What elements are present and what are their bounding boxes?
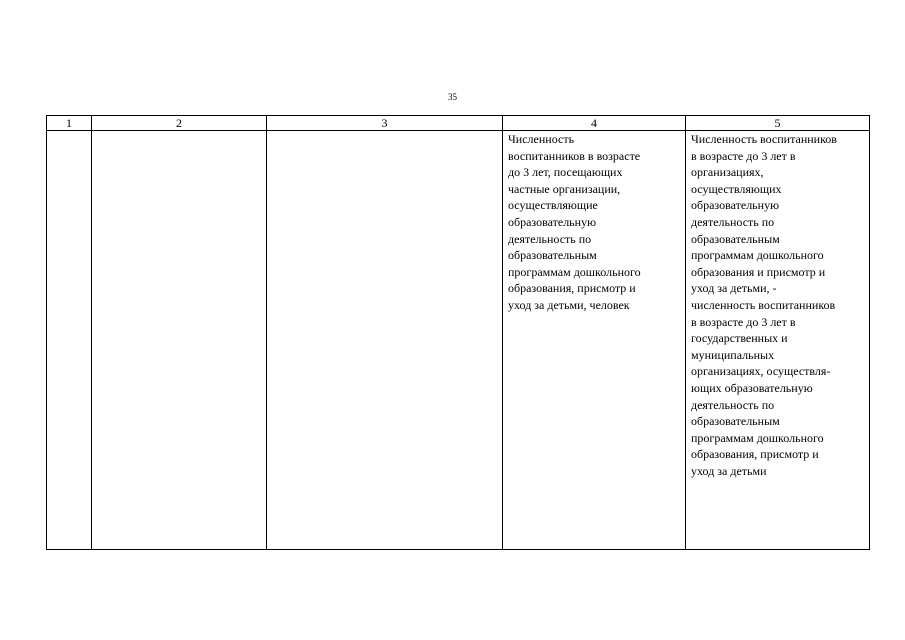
indicator-table (46, 115, 870, 550)
header-col-3: 3 (267, 116, 503, 131)
cell-col-5-line: деятельность по (691, 397, 775, 412)
cell-col-4-line: воспитанников в возрасте (508, 148, 641, 163)
cell-col-5-line: образования, присмотр и (691, 447, 819, 462)
cell-col-4-line: деятельность по (508, 231, 592, 246)
cell-col-5-line: осуществляющих (691, 181, 782, 196)
cell-col-4-line: образовательным (508, 248, 597, 263)
cell-col-4-line: Численность (508, 132, 575, 146)
cell-col-5-line: в возрасте до 3 лет в (691, 314, 796, 329)
cell-col-5-line: ющих образовательную (691, 380, 813, 395)
cell-col-4-line: до 3 лет, посещающих (508, 165, 623, 180)
cell-col-5-line: образовательным (691, 414, 780, 429)
cell-col-5-line: государственных и (691, 331, 788, 346)
header-col-5: 5 (686, 116, 870, 131)
cell-col-5-line: образовательным (691, 231, 780, 246)
cell-col-5-line: программам дошкольного (691, 248, 824, 263)
cell-col-4-line: осуществляющие (508, 198, 598, 213)
cell-col-4 (503, 131, 686, 550)
cell-col-4-line: программам дошкольного (508, 264, 641, 279)
cell-col-5-line: муниципальных (691, 347, 775, 362)
cell-col-5-line: организациях, (691, 165, 764, 180)
cell-col-4-line: частные организации, (508, 181, 621, 196)
cell-col-5 (686, 131, 870, 550)
cell-col-5-line: образования и присмотр и (691, 264, 826, 279)
cell-col-1 (47, 131, 92, 550)
header-col-1: 1 (47, 116, 92, 131)
cell-col-2 (92, 131, 267, 550)
page-number: 35 (448, 92, 457, 102)
table-header-row (47, 116, 870, 131)
header-col-2: 2 (92, 116, 267, 131)
cell-col-5-line: образовательную (691, 198, 780, 213)
table-row (47, 131, 870, 550)
cell-col-5-line: численность воспитанников (691, 297, 836, 312)
cell-col-5-line: Численность воспитанников (691, 132, 837, 146)
cell-col-5-line: в возрасте до 3 лет в (691, 148, 796, 163)
cell-col-4-line: образования, присмотр и (508, 281, 636, 296)
cell-col-5-line: организациях, осуществля- (691, 364, 831, 379)
cell-col-3 (267, 131, 503, 550)
header-col-4: 4 (503, 116, 686, 131)
cell-col-5-line: уход за детьми (691, 463, 767, 478)
cell-col-5-line: уход за детьми, - (691, 281, 777, 296)
cell-col-5-line: программам дошкольного (691, 430, 824, 445)
cell-col-5-line: деятельность по (691, 214, 775, 229)
cell-col-4-line: уход за детьми, человек (508, 297, 630, 312)
cell-col-4-line: образовательную (508, 214, 597, 229)
